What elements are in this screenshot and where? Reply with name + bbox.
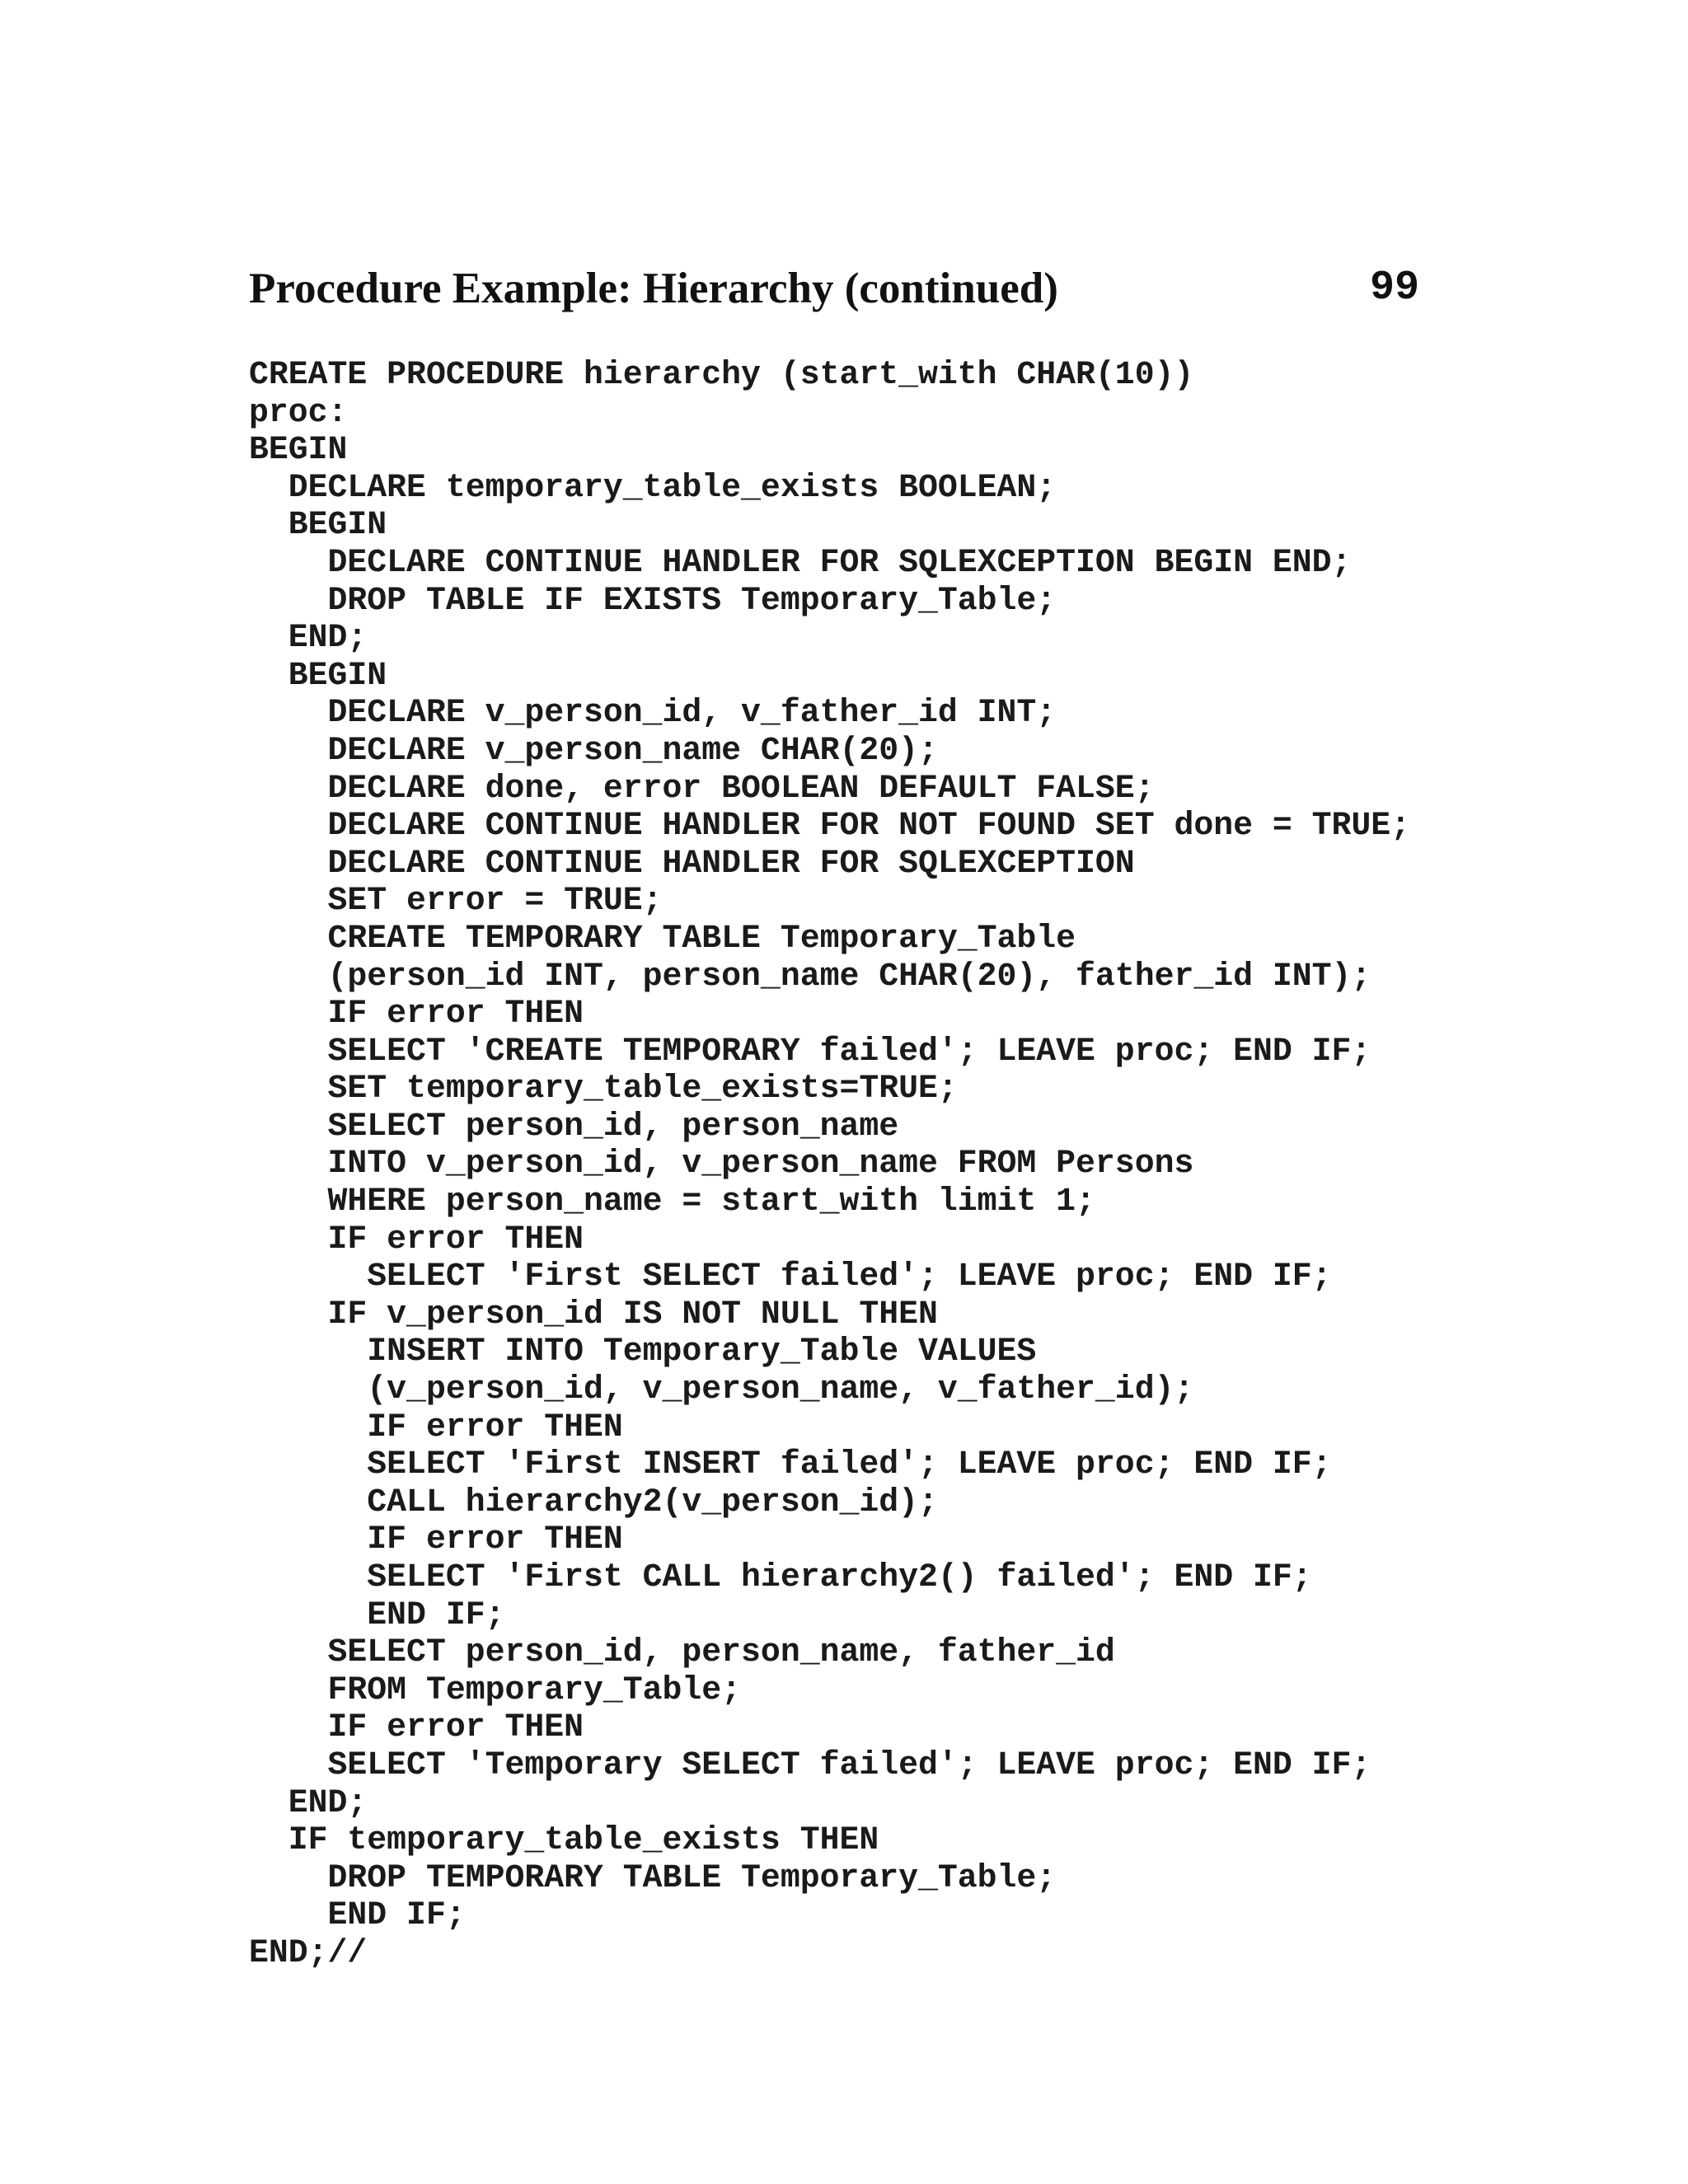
code-line: FROM Temporary_Table; — [249, 1671, 742, 1708]
code-line: DROP TABLE IF EXISTS Temporary_Table; — [249, 581, 1057, 619]
code-line: DECLARE done, error BOOLEAN DEFAULT FALSE; — [249, 769, 1155, 807]
code-line: CALL hierarchy2(v_person_id); — [249, 1483, 938, 1521]
code-line: SELECT 'First CALL hierarchy2() failed'; END IF; — [249, 1558, 1312, 1596]
code-line: END IF; — [249, 1896, 466, 1934]
code-line: END IF; — [249, 1596, 505, 1633]
code-line: SELECT 'Temporary SELECT failed'; LEAVE proc; END IF; — [249, 1746, 1372, 1783]
code-line: SELECT 'First INSERT failed'; LEAVE proc; END IF; — [249, 1446, 1332, 1483]
code-line: DECLARE CONTINUE HANDLER FOR SQLEXCEPTION — [249, 844, 1135, 882]
code-line: DECLARE v_person_name CHAR(20); — [249, 731, 938, 769]
code-line: BEGIN — [249, 506, 387, 544]
code-line: DECLARE CONTINUE HANDLER FOR SQLEXCEPTION BEGIN END; — [249, 543, 1352, 581]
code-line: DECLARE v_person_id, v_father_id INT; — [249, 694, 1057, 732]
page-number: 99 — [1369, 265, 1419, 312]
code-line: IF error THEN — [249, 1408, 623, 1446]
code-line: IF error THEN — [249, 1521, 623, 1558]
code-line: CREATE PROCEDURE hierarchy (start_with CHAR(10)) — [249, 356, 1194, 393]
code-line: DECLARE CONTINUE HANDLER FOR NOT FOUND SET done = TRUE; — [249, 807, 1411, 845]
code-line: CREATE TEMPORARY TABLE Temporary_Table — [249, 919, 1076, 957]
code-line: IF error THEN — [249, 1220, 584, 1258]
code-line: DROP TEMPORARY TABLE Temporary_Table; — [249, 1858, 1057, 1896]
code-listing — [249, 356, 1410, 1972]
page-title: Procedure Example: Hierarchy (continued) — [249, 265, 1058, 312]
code-line: BEGIN — [249, 656, 387, 694]
code-line: SELECT 'First SELECT failed'; LEAVE proc; END IF; — [249, 1258, 1332, 1296]
code-line: WHERE person_name = start_with limit 1; — [249, 1183, 1095, 1221]
code-line: IF v_person_id IS NOT NULL THEN — [249, 1295, 938, 1333]
code-line: INSERT INTO Temporary_Table VALUES — [249, 1333, 1037, 1371]
code-line: SELECT person_id, person_name — [249, 1107, 899, 1145]
code-line: BEGIN — [249, 431, 348, 469]
code-line: IF temporary_table_exists THEN — [249, 1821, 879, 1859]
page-header — [249, 262, 1419, 315]
code-line: IF error THEN — [249, 995, 584, 1033]
code-line: IF error THEN — [249, 1708, 584, 1746]
code-line: END; — [249, 1783, 368, 1821]
code-line: END;// — [249, 1933, 368, 1971]
code-line: (v_person_id, v_person_name, v_father_id); — [249, 1371, 1194, 1408]
code-line: SET error = TRUE; — [249, 882, 663, 920]
code-line: INTO v_person_id, v_person_name FROM Persons — [249, 1145, 1194, 1183]
code-line: proc: — [249, 393, 348, 431]
code-line: SET temporary_table_exists=TRUE; — [249, 1070, 958, 1108]
code-line: (person_id INT, person_name CHAR(20), father_id INT); — [249, 957, 1372, 995]
code-line: END; — [249, 619, 368, 657]
code-line: SELECT person_id, person_name, father_id — [249, 1633, 1115, 1671]
code-line: SELECT 'CREATE TEMPORARY failed'; LEAVE proc; END IF; — [249, 1032, 1372, 1070]
code-line: DECLARE temporary_table_exists BOOLEAN; — [249, 468, 1057, 506]
